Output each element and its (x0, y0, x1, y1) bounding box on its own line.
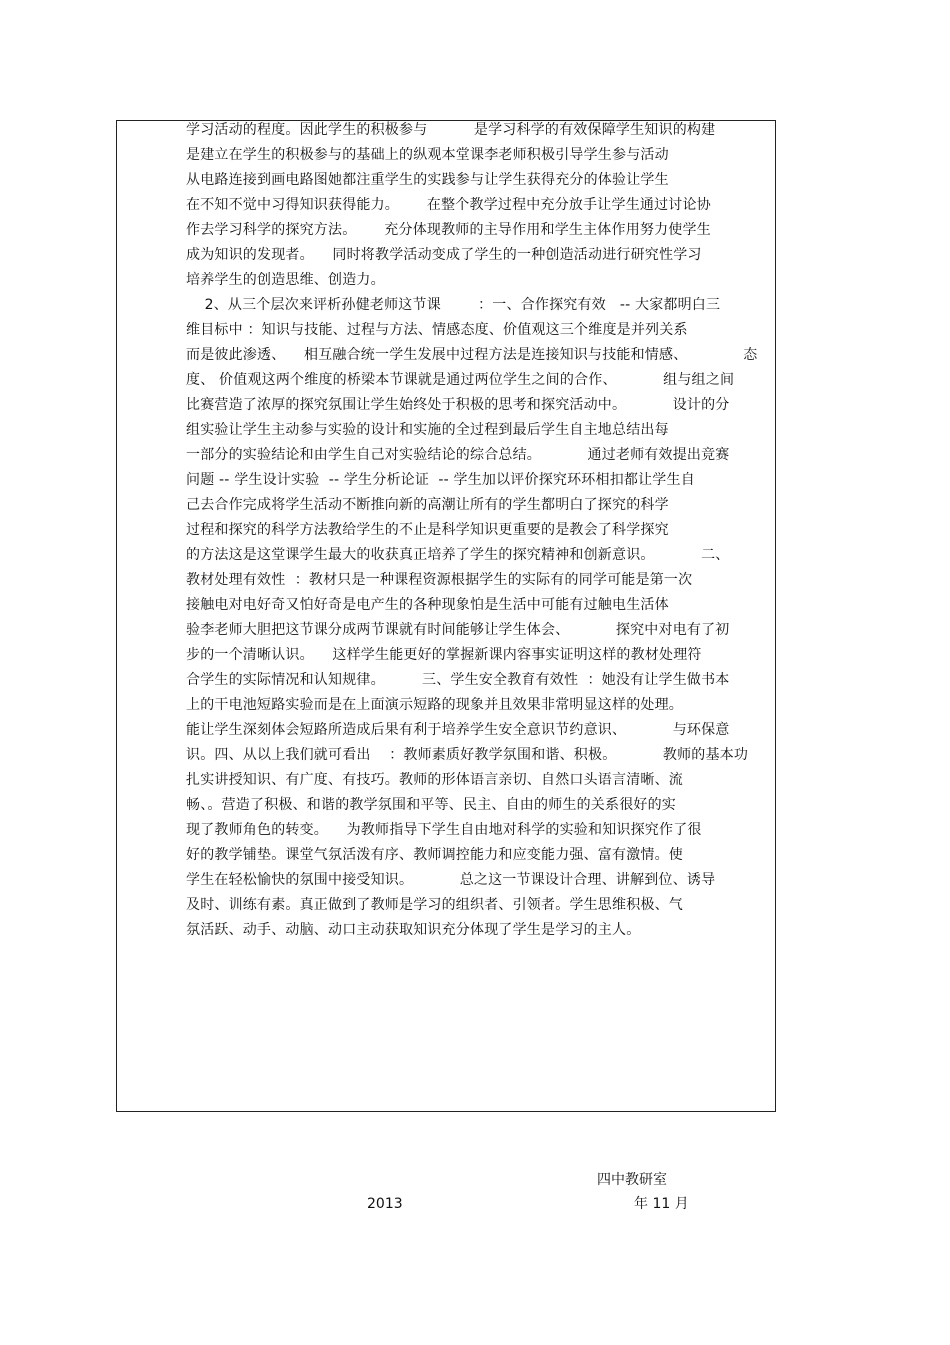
text-line: 成为知识的发现者。 同时将教学活动变成了学生的一种创造活动进行研究性学习 (186, 247, 702, 263)
text-line: 作去学习科学的探究方法。 充分体现教师的主导作用和学生主体作用努力使学生 (186, 222, 711, 238)
text-line: 一部分的实验结论和由学生自己对实验结论的综合总结。 通过老师有效提出竞赛 (186, 447, 730, 463)
text-line: 及时、训练有素。真正做到了教师是学习的组织者、引领者。学生思维积极、气 (186, 897, 683, 913)
text-line: 维目标中 ：知识与技能、过程与方法、情感态度、价值观这三个维度是并列关系 (186, 322, 688, 338)
footer-office: 四中教研室 (597, 1172, 667, 1188)
text-line: 己去合作完成将学生活动不断推向新的高潮让所有的学生都明白了探究的科学 (186, 497, 669, 513)
text-line: 的方法这是这堂课学生最大的收获真正培养了学生的探究精神和创新意识。 二、 (186, 547, 730, 563)
text-line: 问题 -- 学生设计实验 -- 学生分析论证 -- 学生加以评价探究环环相扣都让学生自 (186, 472, 695, 488)
text-line: 扎实讲授知识、有广度、有技巧。教师的形体语言亲切、自然口头语言清晰、流 (186, 772, 683, 788)
text-line: 学生在轻松愉快的氛围中接受知识。 总之这一节课设计合理、讲解到位、诱导 (186, 872, 716, 888)
text-line: 验李老师大胆把这节课分成两节课就有时间能够让学生体会、 探究中对电有了初 (186, 622, 730, 638)
content-box (116, 120, 776, 1112)
text-line: 教材处理有效性 ：教材只是一种课程资源根据学生的实际有的同学可能是第一次 (186, 572, 693, 588)
text-line: 而是彼此渗透、 相互融合统一学生发展中过程方法是连接知识与技能和情感、 态 (186, 347, 758, 363)
footer-month: 年 11 月 (634, 1196, 689, 1212)
text-line: 接触电对电好奇又怕好奇是电产生的各种现象怕是生活中可能有过触电生活体 (186, 597, 669, 613)
text-line: 过程和探究的科学方法教给学生的不止是科学知识更重要的是教会了科学探究 (186, 522, 669, 538)
text-line: 步的一个清晰认识。 这样学生能更好的掌握新课内容事实证明这样的教材处理符 (186, 647, 702, 663)
text-line: 培养学生的创造思维、创造力。 (186, 272, 385, 288)
text-line: 能让学生深刻体会短路所造成后果有利于培养学生安全意识节约意识、 与环保意 (186, 722, 730, 738)
text-line: 是建立在学生的积极参与的基础上的纵观本堂课李老师积极引导学生参与活动 (186, 147, 669, 163)
text-line: 合学生的实际情况和认知规律。 三、学生安全教育有效性 ：她没有让学生做书本 (186, 672, 730, 688)
text-line: 上的干电池短路实验而是在上面演示短路的现象并且效果非常明显这样的处理。 (186, 697, 683, 713)
text-line: 在不知不觉中习得知识获得能力。 在整个教学过程中充分放手让学生通过讨论协 (186, 197, 711, 213)
text-line: 畅、。营造了积极、和谐的教学氛围和平等、民主、自由的师生的关系很好的实 (186, 797, 676, 813)
text-line: 比赛营造了浓厚的探究氛围让学生始终处于积极的思考和探究活动中。 设计的分 (186, 397, 730, 413)
text-line: 氛活跃、动手、动脑、动口主动获取知识充分体现了学生是学习的主人。 (186, 922, 641, 938)
text-line: 2、从三个层次来评析孙健老师这节课 ：一、合作探究有效 -- 大家都明白三 (186, 297, 721, 313)
text-line: 好的教学铺垫。课堂气氛活泼有序、教师调控能力和应变能力强、富有激情。使 (186, 847, 683, 863)
text-line: 学习活动的程度。因此学生的积极参与 是学习科学的有效保障学生知识的构建 (186, 122, 716, 138)
footer-year: 2013 (367, 1196, 403, 1212)
text-line: 识。四、从以上我们就可看出 ：教师素质好教学氛围和谐、积极。 教师的基本功 (186, 747, 749, 763)
text-line: 组实验让学生主动参与实验的设计和实施的全过程到最后学生自主地总结出每 (186, 422, 669, 438)
text-line: 现了教师角色的转变。 为教师指导下学生自由地对科学的实验和知识探究作了很 (186, 822, 702, 838)
text-line: 从电路连接到画电路图她都注重学生的实践参与让学生获得充分的体验让学生 (186, 172, 669, 188)
text-line: 度、 价值观这两个维度的桥梁本节课就是通过两位学生之间的合作、 组与组之间 (186, 372, 735, 388)
